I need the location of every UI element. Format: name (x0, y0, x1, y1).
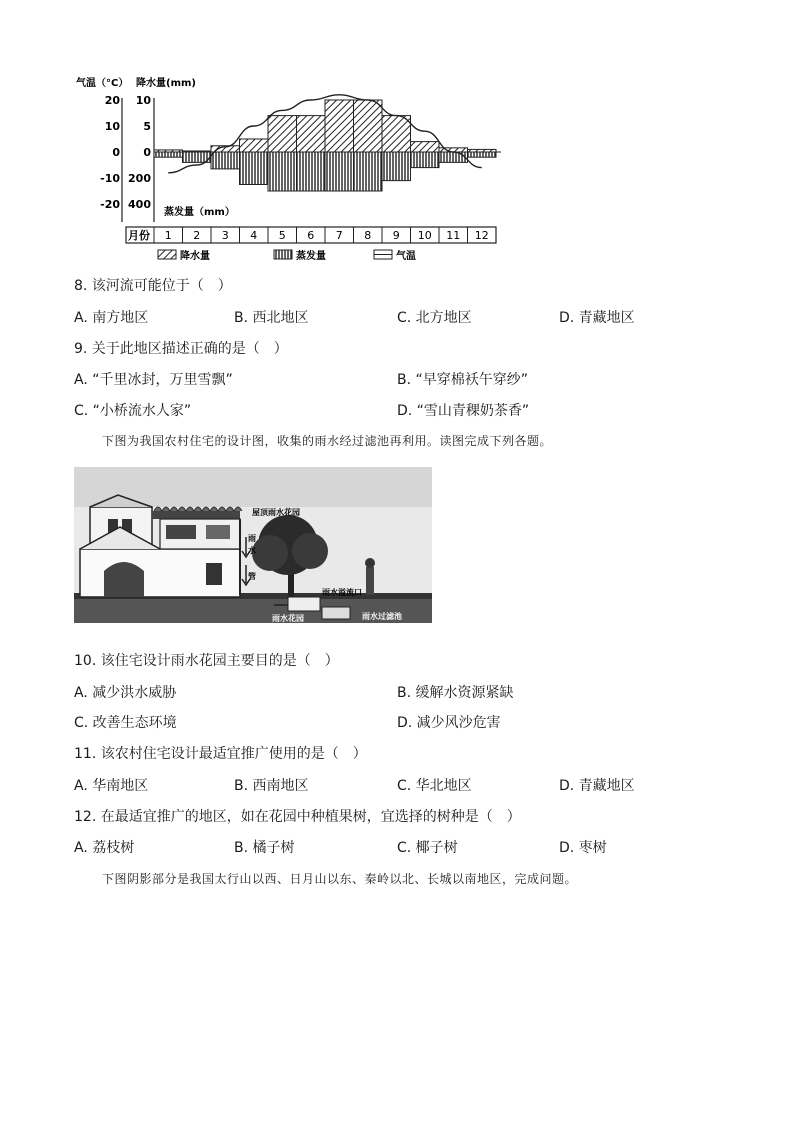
temp-tick-label: 0 (112, 146, 120, 159)
intro-house: 下图为我国农村住宅的设计图，收集的雨水经过滤池再利用。读图完成下列各题。 (102, 434, 553, 448)
evap-bar (382, 152, 411, 181)
climate-chart (74, 72, 504, 267)
temp-tick-label: 10 (104, 120, 120, 133)
q8-option-a[interactable]: A. 南方地区 (74, 310, 149, 326)
q12-stem: 12. 在最适宜推广的地区，如在花园中种植果树，宜选择的树种是（ ） (74, 809, 521, 825)
evap-bar (411, 152, 440, 168)
precip-bar (240, 139, 269, 152)
precip-bar (183, 151, 212, 152)
month-tick-label: 4 (250, 229, 258, 242)
month-tick-label: 8 (364, 229, 372, 242)
legend-label: 降水量 (180, 251, 210, 262)
label-garden: 雨水花园 (272, 614, 304, 623)
q8-option-d[interactable]: D. 青藏地区 (559, 310, 635, 326)
label-downpipe-1: 雨 (248, 534, 256, 543)
temp-axis-ticks (100, 94, 120, 211)
q10-option-a[interactable]: A. 减少洪水威胁 (74, 685, 177, 701)
q11-option-c[interactable]: C. 华北地区 (397, 778, 472, 794)
precip-axis-label: 降水量(mm) (136, 78, 196, 89)
precip-bar (382, 116, 411, 152)
month-tick-label: 10 (417, 229, 432, 242)
house-figure (74, 467, 432, 623)
precip-bar (297, 116, 326, 152)
q8-option-b[interactable]: B. 西北地区 (234, 310, 309, 326)
q12-option-a[interactable]: A. 荔枝树 (74, 840, 135, 856)
precip-bar (468, 149, 497, 152)
chart-legend (158, 249, 416, 262)
month-axis (126, 227, 496, 243)
precip-bar (354, 100, 383, 152)
legend-label: 蒸发量 (296, 251, 326, 262)
month-tick-label: 9 (392, 229, 400, 242)
precip-bar (411, 142, 440, 152)
evap-bar (154, 152, 183, 157)
precip-tick-label: 10 (135, 94, 151, 107)
q12-option-b[interactable]: B. 橘子树 (234, 840, 295, 856)
legend-swatch (158, 250, 176, 259)
precip-bar (268, 116, 297, 152)
temp-tick-label: 20 (104, 94, 120, 107)
precip-tick-label: 0 (143, 146, 151, 159)
month-axis-label: 月份 (128, 229, 150, 242)
q11-stem: 11. 该农村住宅设计最适宜推广使用的是（ ） (74, 746, 367, 762)
precip-bar (154, 150, 183, 152)
evap-bar (240, 152, 269, 185)
label-overflow: 雨水溢流口 (322, 588, 362, 597)
evap-bar (468, 152, 497, 157)
q10-option-d[interactable]: D. 减少风沙危害 (397, 715, 501, 731)
q8-option-c[interactable]: C. 北方地区 (397, 310, 472, 326)
q11-option-d[interactable]: D. 青藏地区 (559, 778, 635, 794)
label-downpipe-3: 管 (248, 572, 256, 581)
month-tick-label: 2 (193, 229, 201, 242)
month-tick-label: 3 (221, 229, 229, 242)
evap-series (154, 152, 496, 191)
month-tick-label: 11 (446, 229, 461, 242)
evap-bar (354, 152, 383, 191)
q9-option-c[interactable]: C. “小桥流水人家” (74, 403, 192, 419)
temp-axis-label: 气温（°C） (76, 78, 129, 89)
month-tick-label: 7 (335, 229, 343, 242)
evap-bar (297, 152, 326, 191)
q11-option-a[interactable]: A. 华南地区 (74, 778, 149, 794)
evap-bar (268, 152, 297, 191)
q10-option-c[interactable]: C. 改善生态环境 (74, 715, 177, 731)
q9-option-d[interactable]: D. “雪山青稞奶茶香” (397, 403, 530, 419)
month-tick-label: 12 (474, 229, 489, 242)
q9-stem: 9. 关于此地区描述正确的是（ ） (74, 341, 288, 357)
legend-label: 气温 (396, 251, 416, 262)
precip-axis-ticks (136, 94, 152, 159)
precip-tick-label: 5 (143, 120, 151, 133)
q9-option-b[interactable]: B. “早穿棉袄午穿纱” (397, 372, 529, 388)
evap-axis-ticks (128, 172, 151, 211)
precip-series (154, 100, 496, 152)
legend-swatch (274, 250, 292, 259)
q10-stem: 10. 该住宅设计雨水花园主要目的是（ ） (74, 653, 339, 669)
evap-tick-label: 400 (128, 198, 151, 211)
month-tick-label: 5 (278, 229, 286, 242)
q11-option-b[interactable]: B. 西南地区 (234, 778, 309, 794)
q10-option-b[interactable]: B. 缓解水资源紧缺 (397, 685, 514, 701)
intro-map: 下图阴影部分是我国太行山以西、日月山以东、秦岭以北、长城以南地区，完成问题。 (102, 872, 578, 886)
label-downpipe-2: 水 (248, 546, 256, 555)
q12-option-d[interactable]: D. 枣树 (559, 840, 607, 856)
evap-axis-label: 蒸发量（mm） (164, 207, 235, 218)
temp-tick-label: -20 (100, 198, 120, 211)
temp-tick-label: -10 (100, 172, 120, 185)
q9-option-a[interactable]: A. “千里冰封，万里雪飘” (74, 372, 233, 388)
precip-bar (325, 100, 354, 152)
month-tick-label: 1 (164, 229, 172, 242)
q8-stem: 8. 该河流可能位于（ ） (74, 278, 232, 294)
month-tick-label: 6 (307, 229, 315, 242)
label-roof-garden: 屋顶雨水花园 (252, 508, 300, 517)
q12-option-c[interactable]: C. 椰子树 (397, 840, 458, 856)
evap-tick-label: 200 (128, 172, 151, 185)
evap-bar (439, 152, 468, 162)
evap-bar (325, 152, 354, 191)
evap-bar (211, 152, 240, 169)
label-filter: 雨水过滤池 (362, 612, 402, 621)
